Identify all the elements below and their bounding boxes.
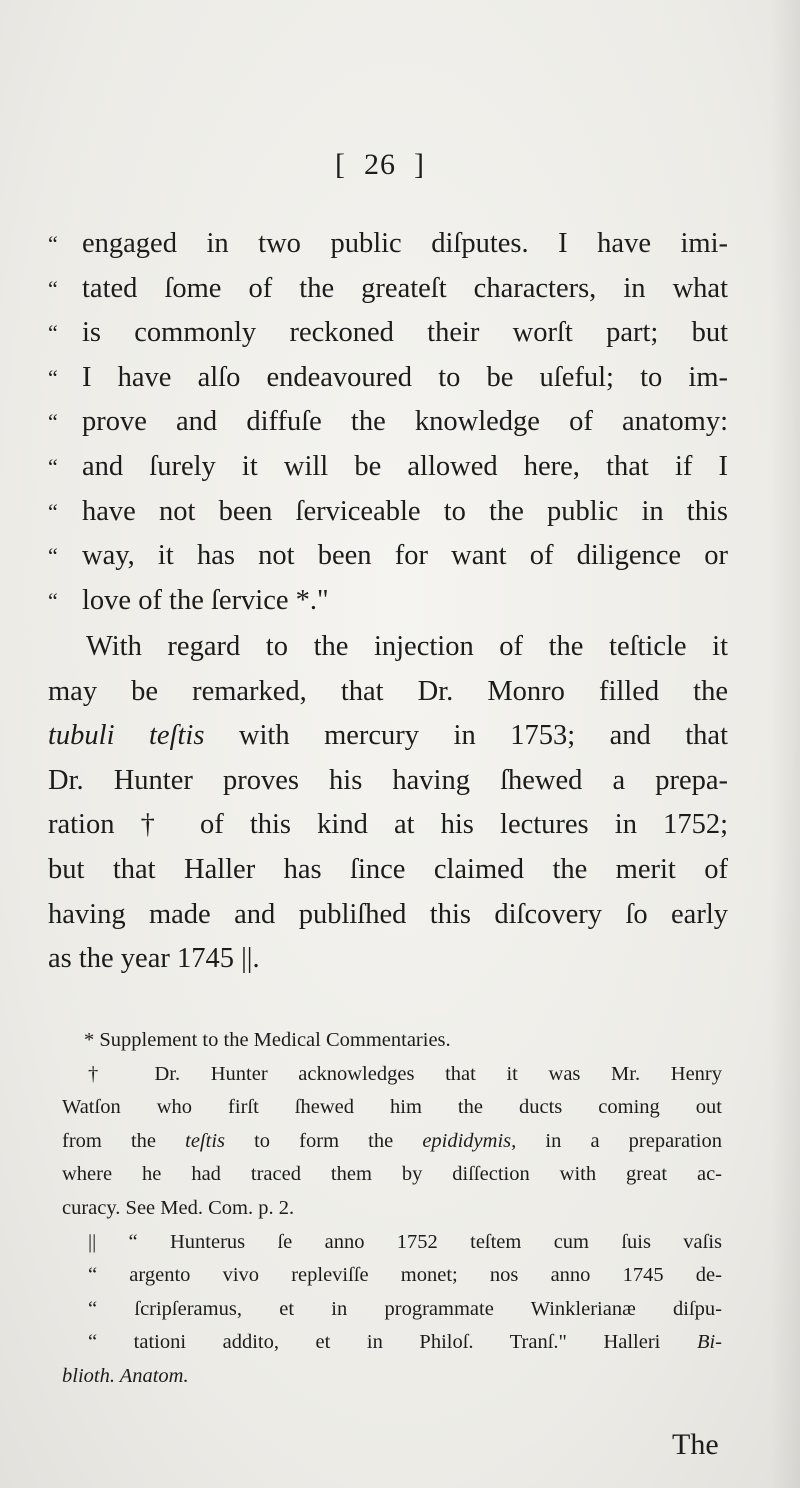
body-line: With regard to the injection of the teſticle it <box>86 631 728 662</box>
footnote-parallel-line: “ argento vivo repleviſſe monet; nos anno 1745 de- <box>88 1264 722 1287</box>
body-line: ration † of this kind at his lectures in 1752; <box>48 809 728 841</box>
page-number: [ 26 ] <box>335 148 425 181</box>
body-paragraph <box>48 625 728 982</box>
catchword: The <box>672 1428 719 1461</box>
quote-line: “ have not been ſerviceable to the public in this <box>48 495 728 527</box>
body-line: having made and publiſhed this diſcovery ſo early <box>48 898 728 930</box>
footnote-dagger-line: where he had traced them by diſſection with great ac- <box>62 1163 722 1186</box>
body-line: but that Haller has ſince claimed the merit of <box>48 853 728 885</box>
footnote-parallel-line: blioth. Anatom. <box>62 1364 189 1387</box>
quote-line: “ engaged in two public diſputes. I have imi- <box>48 228 728 259</box>
footnote-dagger-line: † Dr. Hunter acknowledges that it was Mr. Henry <box>88 1062 722 1085</box>
footnote-dagger-line: from the teſtis to form the epididymis, in a preparation <box>62 1129 723 1152</box>
quote-line: “ is commonly reckoned their worſt part; but <box>48 317 728 349</box>
quote-line: “ tated ſome of the greateſt characters, in what <box>48 272 728 304</box>
quote-line: “ and ſurely it will be allowed here, that if I <box>48 450 728 482</box>
footnote-parallel-line: “ tationi addito, et in Philoſ. Tranſ." Halleri Bi- <box>88 1331 722 1354</box>
body-line: Dr. Hunter proves his having ſhewed a prepa- <box>48 764 728 796</box>
footnotes <box>62 1024 722 1394</box>
body-line: as the year 1745 ||. <box>48 943 260 975</box>
footnote-dagger-line: curacy. See Med. Com. p. 2. <box>62 1196 295 1219</box>
quote-line: “ way, it has not been for want of diligence or <box>48 540 728 572</box>
quote-line: “ prove and diffuſe the knowledge of anatomy: <box>48 406 728 438</box>
footnote-dagger-line: Watſon who firſt ſhewed him the ducts coming out <box>62 1096 722 1119</box>
body-line: tubuli teſtis with mercury in 1753; and that <box>48 720 728 752</box>
footnote-parallel-line: “ ſcripſeramus, et in programmate Winklerianæ diſpu- <box>88 1297 722 1320</box>
footnote-parallel-line: || “ Hunterus ſe anno 1752 teſtem cum ſuis vaſis <box>88 1230 722 1253</box>
quote-line: “ love of the ſervice *." <box>48 584 329 616</box>
page-edge-shadow <box>770 0 800 1488</box>
italic-term: tubuli teſtis <box>48 720 205 752</box>
quote-line: “ I have alſo endeavoured to be uſeful; to im- <box>48 361 728 393</box>
quoted-passage <box>48 222 728 623</box>
body-line: may be remarked, that Dr. Monro filled the <box>48 675 728 707</box>
footnote-star: * Supplement to the Medical Commentaries. <box>84 1029 451 1051</box>
